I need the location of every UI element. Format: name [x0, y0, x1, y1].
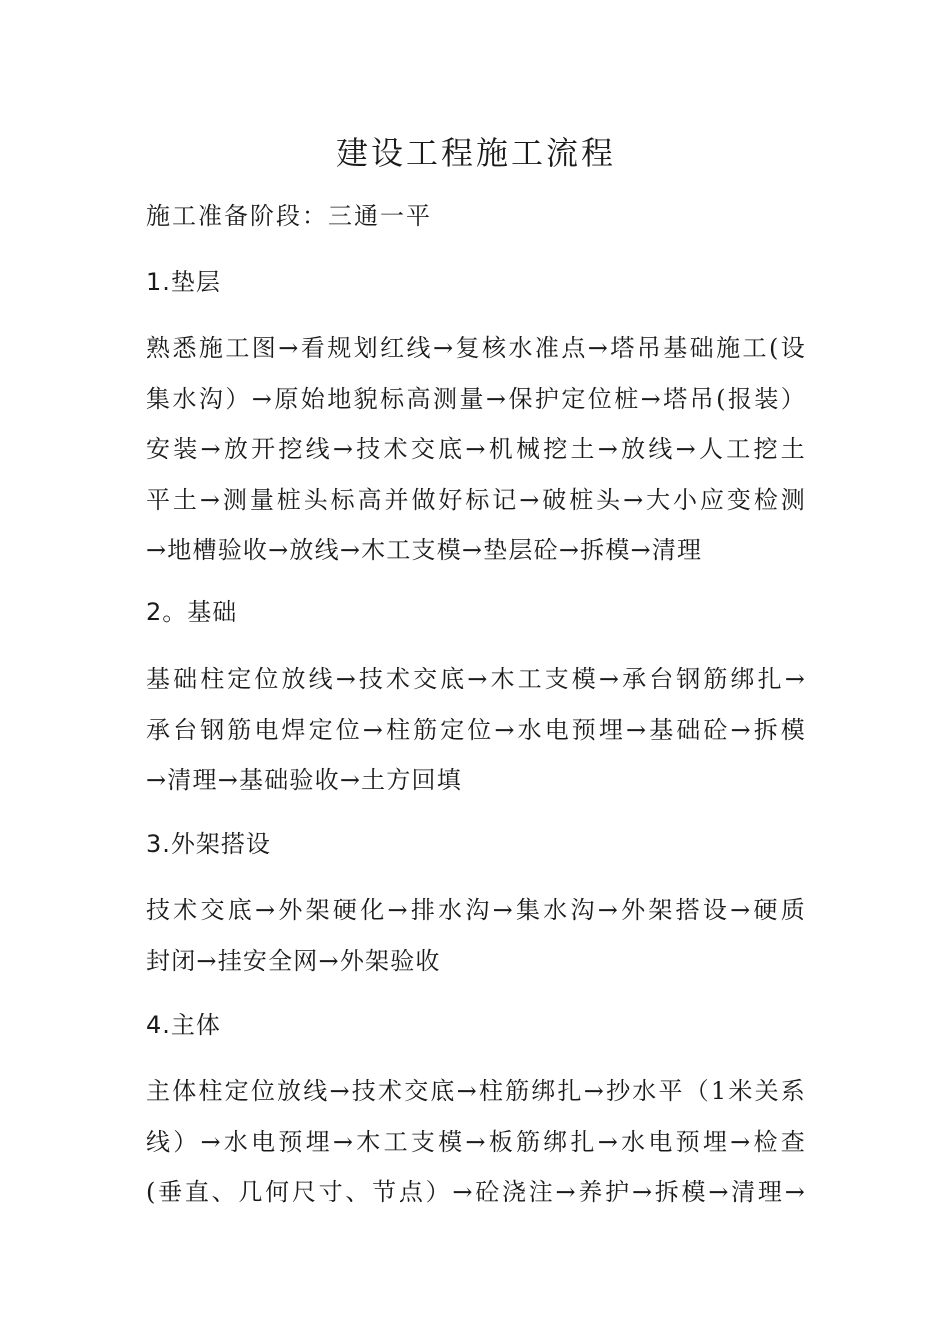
section-heading-3: 3.外架搭设: [146, 830, 271, 858]
section-1-line: 集水沟）→原始地貌标高测量→保护定位桩→塔吊(报装）: [146, 384, 806, 413]
section-body-3: [146, 885, 806, 986]
section-body-4: [146, 1066, 806, 1218]
prep-stage-text: 施工准备阶段：三通一平: [146, 202, 432, 230]
section-2-line: 基础柱定位放线→技术交底→木工支模→承台钢筋绑扎→: [146, 665, 806, 693]
section-4-line: (垂直、几何尺寸、节点）→砼浇注→养护→拆模→清理→: [146, 1178, 806, 1206]
section-body-2: [146, 654, 806, 806]
section-3-line: 技术交底→外架硬化→排水沟→集水沟→外架搭设→硬质: [146, 896, 806, 924]
section-3-line: 封闭→挂安全网→外架验收: [146, 946, 441, 975]
section-4-line: 线）→水电预埋→木工支模→板筋绑扎→水电预埋→检查: [146, 1127, 806, 1156]
document-title: 建设工程施工流程: [335, 134, 616, 172]
section-4-line: 主体柱定位放线→技术交底→柱筋绑扎→抄水平（1米关系: [146, 1077, 806, 1105]
section-1-line: →地槽验收→放线→木工支模→垫层砼→拆模→清理: [146, 536, 703, 564]
section-body-1: [146, 323, 806, 576]
section-heading-1: 1.垫层: [146, 268, 221, 296]
section-2-line: →清理→基础验收→土方回填: [146, 766, 462, 794]
section-1-line: 熟悉施工图→看规划红线→复核水准点→塔吊基础施工(设: [146, 334, 806, 362]
section-heading-2: 2。基础: [146, 598, 238, 626]
section-1-line: 安装→放开挖线→技术交底→机械挖土→放线→人工挖土: [146, 435, 806, 463]
section-heading-4: 4.主体: [146, 1011, 221, 1039]
section-2-line: 承台钢筋电焊定位→柱筋定位→水电预埋→基础砼→拆模: [146, 715, 806, 744]
section-1-line: 平土→测量桩头标高并做好标记→破桩头→大小应变检测: [146, 485, 806, 514]
